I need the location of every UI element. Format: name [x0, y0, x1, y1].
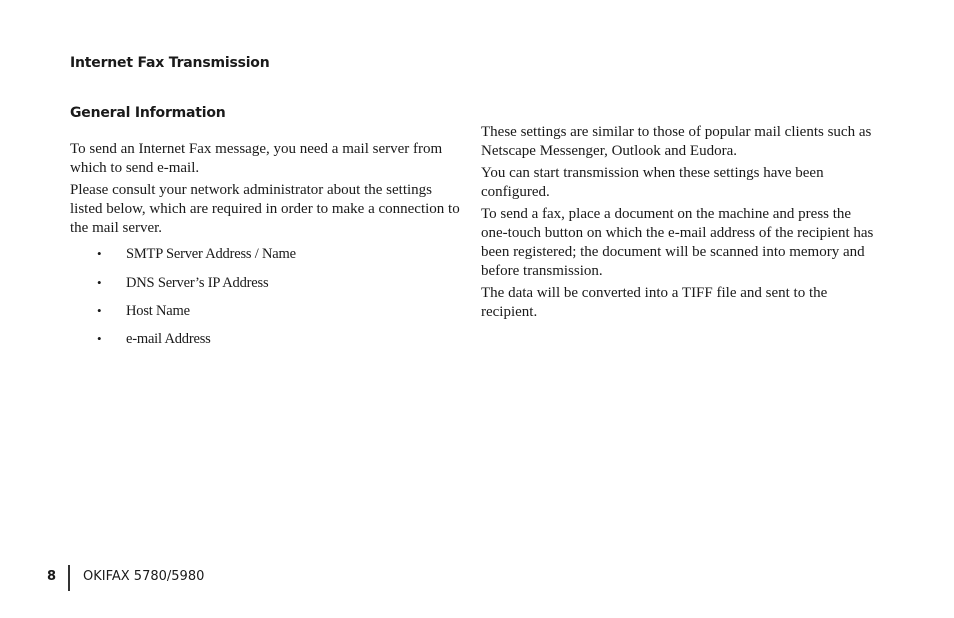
- list-item: [70, 330, 462, 358]
- right-paragraph-1: These settings are similar to those of popular mail clients such as Netscape Messenger, Outlook and Eudora.: [481, 124, 872, 159]
- list-item-label: Host Name: [126, 303, 190, 320]
- right-column: [481, 123, 876, 325]
- list-item-label: SMTP Server Address / Name: [126, 246, 296, 263]
- right-paragraph-4: The data will be converted into a TIFF file and sent to the recipient.: [481, 284, 828, 320]
- right-paragraph-3: To send a fax, place a document on the machine and press the one-touch button on which the e-mail address of the recipient has been registered; the document will be scanned into memory and before transmission.: [481, 206, 874, 279]
- bullet-icon: •: [97, 246, 102, 262]
- section-title: Internet Fax Transmission: [70, 55, 270, 71]
- list-item-label: e-mail Address: [126, 331, 211, 348]
- bullet-icon: •: [97, 303, 102, 319]
- left-paragraph-2: Please consult your network administrator about the settings listed below, which are required in order to make a connection to the mail server.: [70, 182, 460, 236]
- footer-divider: [68, 565, 70, 591]
- list-item: [70, 302, 462, 330]
- right-paragraph-2: You can start transmission when these settings have been configured.: [481, 165, 824, 200]
- settings-list: [70, 245, 462, 358]
- list-item: [70, 274, 462, 302]
- footer-model-name: OKIFAX 5780/5980: [83, 569, 205, 584]
- left-paragraph-1: To send an Internet Fax message, you need a mail server from which to send e-mail.: [70, 141, 443, 176]
- left-column: [70, 140, 462, 359]
- subsection-title: General Information: [70, 105, 226, 121]
- page-number: 8: [47, 569, 57, 584]
- list-item-label: DNS Server’s IP Address: [126, 274, 269, 291]
- bullet-icon: •: [97, 274, 102, 290]
- list-item: [70, 245, 462, 273]
- bullet-icon: •: [97, 331, 102, 347]
